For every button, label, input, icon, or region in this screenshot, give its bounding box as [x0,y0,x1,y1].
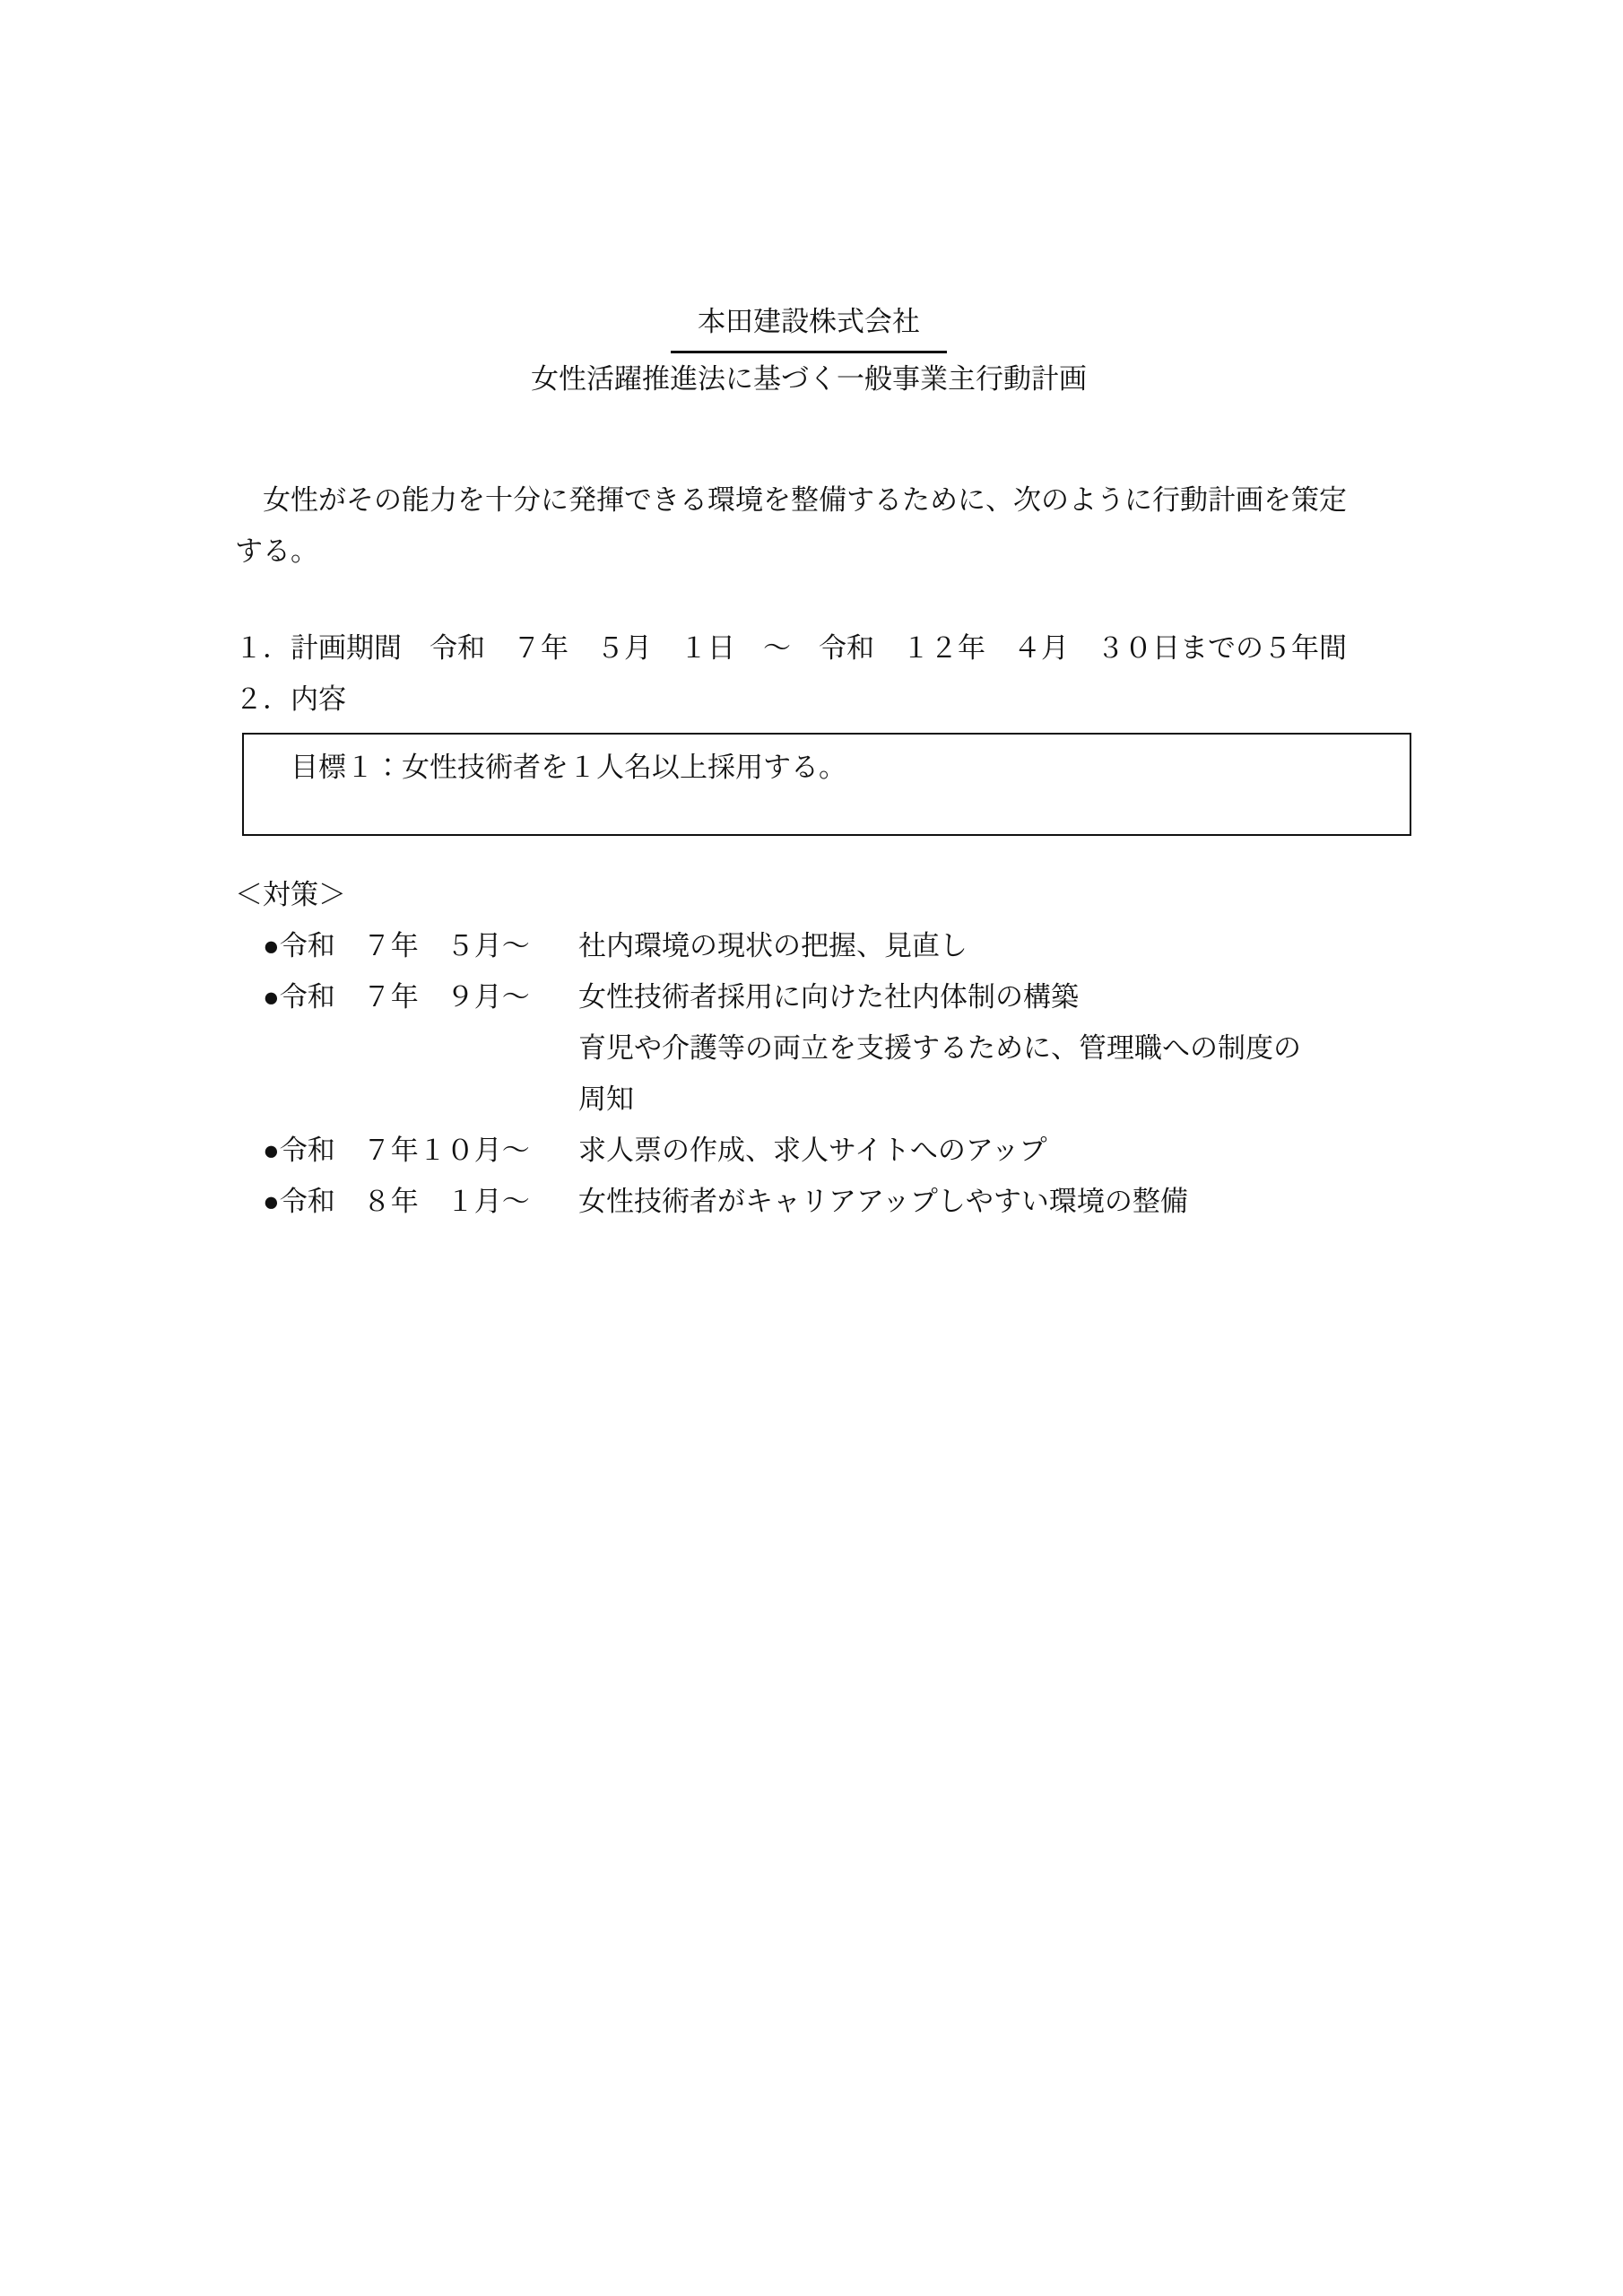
company-name: 本田建設株式会社 [671,296,947,353]
measure-description [578,971,1383,1125]
measure-date [263,971,578,1022]
measure-description [578,1176,1383,1227]
measure-desc-continuation: 育児や介護等の両立を支援するために、管理職への制度の [578,1032,1301,1064]
measure-description [578,920,1383,971]
intro-line-1: 女性がその能力を十分に発揮できる環境を整備するために、次のように行動計画を策定 [235,484,1347,516]
measure-row [263,1176,1383,1227]
measure-desc-line: 求人票の作成、求人サイトへのアップ [578,1135,1047,1166]
contents-item: ２．内容 [235,683,346,715]
measure-date [263,920,578,971]
measure-date-text: 令和 ７年 ５月～ [279,930,530,961]
measures-list [263,920,1383,1227]
numbered-items [235,622,1383,725]
document-title-line [235,296,1383,353]
intro-line-2: する。 [235,535,318,567]
measure-desc-continuation: 周知 [578,1083,634,1115]
measure-desc-line: 社内環境の現状の把握、見直し [578,930,968,961]
goal-text: 目標１：女性技術者を１人名以上採用する。 [291,752,846,783]
document-content [235,296,1383,1227]
measure-row [263,971,1383,1125]
measure-date-text: 令和 ８年 １月～ [279,1186,530,1217]
bullet-icon: ● [263,981,280,1013]
intro-paragraph [235,474,1383,577]
bullet-icon: ● [263,930,280,961]
measure-desc-line: 女性技術者採用に向けた社内体制の構築 [578,981,1079,1013]
bullet-icon: ● [263,1135,280,1166]
bullet-icon: ● [263,1186,280,1217]
measure-row [263,1125,1383,1176]
measure-date-text: 令和 ７年１０月～ [279,1135,530,1166]
measure-date [263,1125,578,1176]
measure-desc-line: 女性技術者がキャリアアップしやすい環境の整備 [578,1186,1188,1217]
measure-date-text: 令和 ７年 ９月～ [279,981,530,1013]
measure-date [263,1176,578,1227]
document-subtitle: 女性活躍推進法に基づく一般事業主行動計画 [531,363,1087,395]
measures-heading: ＜対策＞ [235,879,346,910]
plan-period-item: １．計画期間 令和 ７年 ５月 １日 ～ 令和 １２年 ４月 ３０日までの５年間 [235,632,1347,664]
measure-description [578,1125,1383,1176]
measure-row [263,920,1383,971]
goal-box [242,733,1411,836]
